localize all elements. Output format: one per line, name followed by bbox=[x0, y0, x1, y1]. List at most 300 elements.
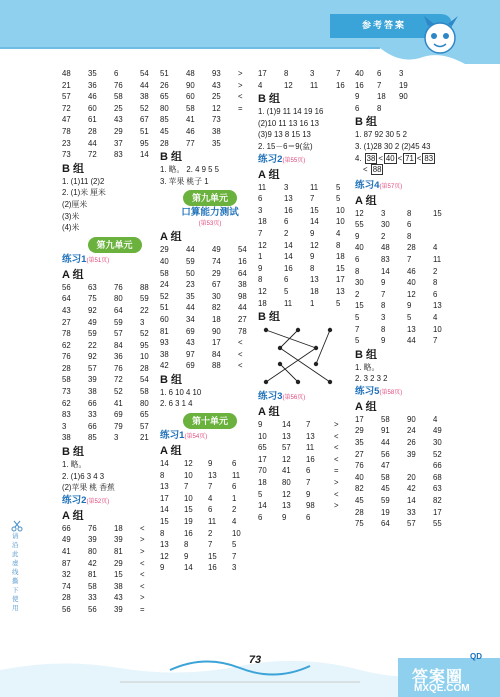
match-dot bbox=[296, 328, 300, 332]
answer-value: 14 bbox=[184, 563, 193, 573]
answer-value: 10 bbox=[258, 431, 267, 441]
answer-row bbox=[62, 386, 167, 398]
answer-value: < bbox=[140, 570, 145, 580]
answer-row bbox=[62, 523, 167, 535]
answer-value: 7 bbox=[184, 482, 189, 492]
answer-value: 11 bbox=[284, 298, 293, 308]
answer-value: 41 bbox=[114, 398, 123, 408]
answer-value: 6 bbox=[258, 512, 263, 522]
answer-value: 43 bbox=[212, 80, 221, 90]
answer-value: 32 bbox=[62, 570, 71, 580]
answer-row bbox=[160, 256, 260, 268]
group-heading: B 组 bbox=[355, 116, 377, 129]
answer-value: 44 bbox=[407, 336, 416, 346]
answer-value: 76 bbox=[62, 352, 71, 362]
answer-value: 2 bbox=[433, 266, 438, 276]
answer-value: 5 bbox=[336, 182, 341, 192]
answer-line: 3. 苹果 桃子 1 bbox=[160, 176, 209, 186]
answer-value: 16 bbox=[336, 80, 345, 90]
answer-row bbox=[258, 228, 362, 240]
answer-value: 9 bbox=[282, 512, 287, 522]
answer-value: 48 bbox=[62, 69, 71, 78]
answer-value: 1 bbox=[232, 493, 237, 503]
answer-value: 63 bbox=[88, 282, 97, 292]
group-heading: B 组 bbox=[160, 373, 182, 386]
answer-row bbox=[62, 581, 167, 593]
answer-value: 56 bbox=[381, 449, 390, 459]
answer-value: 28 bbox=[140, 363, 149, 373]
answer-value: 91 bbox=[381, 426, 390, 436]
unit-badge: 第九单元 bbox=[183, 190, 237, 206]
match-dot bbox=[278, 346, 282, 350]
answer-value: 27 bbox=[355, 449, 364, 459]
answer-value: 18 bbox=[310, 286, 319, 296]
answer-value: 2 bbox=[208, 528, 213, 538]
answer-value: 40 bbox=[355, 69, 364, 78]
answer-row bbox=[62, 534, 167, 546]
answer-row bbox=[62, 546, 167, 558]
page-reference: (第51页) bbox=[86, 257, 110, 264]
answer-row bbox=[160, 504, 260, 516]
answer-value: 8 bbox=[284, 69, 289, 78]
answer-value: 90 bbox=[407, 414, 416, 424]
answer-value: 1 bbox=[258, 252, 263, 262]
answer-value: 30 bbox=[433, 438, 442, 448]
answer-value: 78 bbox=[62, 329, 71, 339]
answer-row bbox=[258, 182, 362, 194]
exercise-heading bbox=[258, 153, 362, 167]
answer-value: 26 bbox=[407, 438, 416, 448]
answer-value: = bbox=[334, 466, 339, 476]
answer-value: 82 bbox=[355, 484, 364, 494]
answer-row bbox=[160, 126, 260, 138]
answer-value: 8 bbox=[258, 275, 263, 285]
answer-row bbox=[160, 458, 260, 470]
answer-value: 12 bbox=[407, 289, 416, 299]
answer-value: 39 bbox=[114, 604, 123, 614]
answer-value: 58 bbox=[381, 414, 390, 424]
answer-value: 13 bbox=[282, 431, 291, 441]
answer-value: 60 bbox=[160, 314, 169, 324]
answer-row bbox=[160, 528, 260, 540]
answer-value: 40 bbox=[160, 256, 169, 266]
answer-column-2 bbox=[160, 68, 260, 574]
answer-row bbox=[62, 68, 167, 80]
exercise-title: 练习3 bbox=[258, 391, 283, 403]
answer-value: 44 bbox=[88, 138, 97, 148]
answer-value: 93 bbox=[160, 338, 169, 348]
answer-value: 10 bbox=[336, 205, 345, 215]
answer-value: 7 bbox=[306, 478, 311, 488]
group-heading: A 组 bbox=[355, 400, 377, 413]
answer-value: 67 bbox=[212, 280, 221, 290]
page-reference: (第52页) bbox=[86, 498, 110, 505]
answer-value: 81 bbox=[88, 570, 97, 580]
match-line bbox=[266, 348, 316, 382]
answer-value: 9 bbox=[258, 420, 263, 430]
answer-value: 59 bbox=[88, 329, 97, 339]
answer-value: 66 bbox=[62, 523, 71, 533]
answer-value: 55 bbox=[355, 220, 364, 230]
answer-value: 23 bbox=[186, 280, 195, 290]
answer-value: 5 bbox=[355, 336, 360, 346]
answer-value: 80 bbox=[114, 294, 123, 304]
answer-value: 6 bbox=[208, 505, 213, 515]
answer-value: 3 bbox=[381, 312, 386, 322]
answer-line: (2)厘米 bbox=[62, 199, 88, 209]
answer-row bbox=[258, 205, 362, 217]
page-reference: (第53页) bbox=[198, 221, 222, 228]
answer-line: (3)米 bbox=[62, 211, 80, 221]
answer-value: 9 bbox=[407, 301, 412, 311]
answer-value: 57 bbox=[282, 443, 291, 453]
answer-value: 58 bbox=[140, 387, 149, 397]
answer-value: 9 bbox=[310, 252, 315, 262]
answer-value: 65 bbox=[160, 92, 169, 102]
answer-value: < bbox=[334, 431, 339, 441]
answer-value: 5 bbox=[232, 540, 237, 550]
answer-value: 12 bbox=[258, 240, 267, 250]
answer-value: 18 bbox=[258, 478, 267, 488]
answer-value: 81 bbox=[114, 547, 123, 556]
answer-value: < bbox=[140, 581, 145, 591]
answer-value: 3 bbox=[62, 421, 67, 431]
answer-value: = bbox=[238, 103, 243, 113]
answer-value: 6 bbox=[407, 220, 412, 230]
answer-value: 76 bbox=[114, 363, 123, 373]
answer-value: 24 bbox=[407, 426, 416, 436]
answer-value: 22 bbox=[88, 340, 97, 350]
answer-value: 27 bbox=[62, 317, 71, 327]
scissor-icon bbox=[11, 520, 23, 532]
group-heading: B 组 bbox=[258, 93, 280, 106]
answer-value: 6 bbox=[232, 459, 237, 469]
answer-value: 78 bbox=[62, 126, 71, 136]
answer-value: 62 bbox=[62, 340, 71, 350]
page-reference: (第58页) bbox=[379, 389, 403, 396]
answer-value: < bbox=[238, 361, 243, 371]
answer-value: 55 bbox=[433, 519, 442, 529]
answer-row bbox=[62, 569, 167, 581]
answer-value: 8 bbox=[160, 528, 165, 538]
answer-value: 95 bbox=[140, 138, 149, 148]
answer-value: 44 bbox=[381, 438, 390, 448]
group-heading: B 组 bbox=[62, 446, 84, 459]
answer-value: 7 bbox=[355, 324, 360, 334]
answer-value: 7 bbox=[433, 336, 438, 346]
answer-value: 11 bbox=[310, 80, 319, 90]
answer-value: 5 bbox=[407, 312, 412, 322]
answer-value: 85 bbox=[88, 433, 97, 443]
answer-value: 14 bbox=[284, 252, 293, 262]
answer-row bbox=[160, 103, 260, 115]
watermark-brand: 答案圈 bbox=[412, 669, 464, 686]
answer-row bbox=[62, 398, 167, 410]
answer-value: 41 bbox=[186, 115, 195, 125]
answer-value: 29 bbox=[114, 126, 123, 136]
answer-value: > bbox=[140, 547, 145, 556]
answer-line: (3)9 13 8 15 13 bbox=[258, 130, 311, 140]
answer-value: 10 bbox=[184, 493, 193, 503]
answer-value: 15 bbox=[114, 570, 123, 580]
unit-badge: 第十单元 bbox=[183, 413, 237, 429]
answer-value: 93 bbox=[212, 69, 221, 78]
answer-value: 18 bbox=[258, 217, 267, 227]
answer-value: 44 bbox=[140, 80, 149, 90]
answer-value: 9 bbox=[184, 551, 189, 561]
answer-value: 28 bbox=[160, 138, 169, 148]
answer-value: 56 bbox=[62, 282, 71, 292]
answer-line: 1. (1)9 11 14 19 16 bbox=[258, 107, 324, 117]
answer-value: 57 bbox=[114, 329, 123, 339]
answer-line: 1. 略。 bbox=[355, 362, 380, 372]
answer-value: 66 bbox=[88, 421, 97, 431]
answer-value: 3 bbox=[140, 317, 145, 327]
answer-value: 65 bbox=[258, 443, 267, 453]
answer-value: 40 bbox=[355, 472, 364, 482]
answer-value: 1 bbox=[310, 298, 315, 308]
answer-value: 8 bbox=[433, 278, 438, 288]
answer-row bbox=[62, 317, 167, 329]
page-reference: (第56页) bbox=[282, 395, 306, 402]
answer-row bbox=[355, 425, 475, 437]
answer-value: 82 bbox=[433, 496, 442, 506]
answer-value: 14 bbox=[284, 240, 293, 250]
answer-value: 13 bbox=[284, 194, 293, 204]
answer-value: > bbox=[334, 478, 339, 488]
answer-value: 15 bbox=[184, 505, 193, 515]
answer-value: 18 bbox=[212, 314, 221, 324]
answer-row bbox=[62, 149, 167, 161]
answer-row bbox=[62, 126, 167, 138]
exercise-heading bbox=[355, 179, 475, 193]
answer-value: 11 bbox=[232, 470, 241, 480]
answer-value: 54 bbox=[140, 69, 149, 78]
answer-value: 80 bbox=[160, 103, 169, 113]
answer-line: 1. 略。 2. 4 9 5 5 bbox=[160, 165, 219, 175]
answer-value: 5 bbox=[284, 286, 289, 296]
answer-row bbox=[355, 312, 475, 324]
answer-line: 1. 略。 bbox=[62, 460, 87, 470]
answer-row bbox=[160, 114, 260, 126]
answer-value: 37 bbox=[114, 138, 123, 148]
answer-value: 83 bbox=[114, 150, 123, 160]
group-heading: A 组 bbox=[62, 509, 84, 522]
exercise-title: 练习2 bbox=[258, 153, 283, 165]
answer-value: 6 bbox=[355, 103, 360, 113]
answer-line: 2. (1)米 厘米 bbox=[62, 188, 106, 198]
answer-value: 43 bbox=[62, 305, 71, 315]
answer-value: 16 bbox=[208, 563, 217, 573]
answer-value: 20 bbox=[407, 472, 416, 482]
answer-value: 49 bbox=[88, 317, 97, 327]
answer-row bbox=[258, 489, 362, 501]
answer-value: 2 bbox=[284, 228, 289, 238]
answer-value: 14 bbox=[258, 501, 267, 511]
answer-value: 51 bbox=[140, 126, 149, 136]
answer-value: 76 bbox=[114, 282, 123, 292]
exercise-title: 练习4 bbox=[355, 179, 380, 191]
answer-value: < bbox=[334, 443, 339, 453]
answer-value: 9 bbox=[306, 489, 311, 499]
unit-badge: 第九单元 bbox=[88, 237, 142, 253]
answer-row bbox=[160, 551, 260, 563]
group-heading: B 组 bbox=[258, 311, 280, 324]
answer-row bbox=[160, 481, 260, 493]
group-heading: A 组 bbox=[160, 231, 182, 244]
answer-value: > bbox=[334, 501, 339, 511]
matching-answer bbox=[258, 324, 362, 390]
answer-value: < bbox=[238, 338, 243, 348]
answer-row bbox=[160, 138, 260, 150]
exercise-title: 练习1 bbox=[62, 253, 87, 265]
answer-value: 26 bbox=[160, 80, 169, 90]
answer-value: 52 bbox=[140, 329, 149, 339]
header-banner bbox=[0, 0, 500, 64]
answer-line: 1. 87 92 30 5 2 bbox=[355, 130, 408, 140]
answer-value: < bbox=[238, 349, 243, 359]
answer-line: 2. (1)6 3 4 3 bbox=[62, 471, 105, 481]
answer-row bbox=[355, 103, 475, 115]
match-dot bbox=[328, 380, 332, 384]
answer-value: 42 bbox=[88, 558, 97, 568]
page-number: 73 bbox=[248, 654, 262, 666]
answer-value: 84 bbox=[114, 340, 123, 350]
answer-value: 75 bbox=[355, 519, 364, 529]
answer-value: 10 bbox=[232, 528, 241, 538]
answer-row bbox=[355, 460, 475, 472]
answer-value: 30 bbox=[212, 291, 221, 301]
answer-row bbox=[160, 360, 260, 372]
answer-value: 11 bbox=[258, 182, 267, 192]
answer-value: 38 bbox=[160, 349, 169, 359]
answer-value: 58 bbox=[88, 581, 97, 591]
answer-value: 57 bbox=[88, 363, 97, 373]
answer-value: 28 bbox=[62, 593, 71, 603]
answer-row bbox=[160, 268, 260, 280]
answer-value: 17 bbox=[160, 493, 169, 503]
answer-row bbox=[62, 80, 167, 92]
answer-value: 7 bbox=[306, 420, 311, 430]
answer-value: 65 bbox=[140, 410, 149, 420]
answer-value: 4 bbox=[208, 493, 213, 503]
answer-value: 45 bbox=[355, 496, 364, 506]
answer-row bbox=[62, 293, 167, 305]
answer-value: 58 bbox=[381, 472, 390, 482]
answer-value: 7 bbox=[381, 289, 386, 299]
answer-value: 16 bbox=[184, 528, 193, 538]
answer-value: 52 bbox=[114, 387, 123, 397]
answer-value: 7 bbox=[407, 254, 412, 264]
answer-value: 76 bbox=[114, 80, 123, 90]
answer-row bbox=[258, 80, 362, 92]
answer-value: 28 bbox=[62, 363, 71, 373]
answer-value: 29 bbox=[160, 245, 169, 255]
answer-row bbox=[62, 103, 167, 115]
answer-value: 4 bbox=[336, 228, 341, 238]
answer-value: 61 bbox=[88, 115, 97, 125]
answer-value: 92 bbox=[88, 352, 97, 362]
answer-row bbox=[62, 363, 167, 375]
answer-value: 21 bbox=[62, 80, 71, 90]
answer-value: 88 bbox=[212, 361, 221, 371]
answer-value: 54 bbox=[238, 245, 247, 255]
answer-value: 12 bbox=[160, 551, 169, 561]
answer-row bbox=[62, 351, 167, 363]
group-heading: A 组 bbox=[355, 194, 377, 207]
answer-value: 38 bbox=[62, 433, 71, 443]
answer-value: 66 bbox=[433, 461, 442, 471]
answer-value: 64 bbox=[62, 294, 71, 304]
exercise-heading bbox=[355, 385, 475, 399]
answer-value: 17 bbox=[212, 338, 221, 348]
answer-row bbox=[355, 414, 475, 426]
answer-value: 2 bbox=[232, 505, 237, 515]
group-heading: B 组 bbox=[160, 151, 182, 164]
answer-row bbox=[160, 244, 260, 256]
answer-value: 16 bbox=[355, 80, 364, 90]
answer-value: 6 bbox=[433, 289, 438, 299]
answer-value: 12 bbox=[212, 103, 221, 113]
answer-value: < bbox=[140, 558, 145, 568]
answer-value: 85 bbox=[160, 115, 169, 125]
answer-value: 46 bbox=[407, 266, 416, 276]
answer-value: 3 bbox=[232, 563, 237, 573]
answer-value: 9 bbox=[381, 278, 386, 288]
answer-value: 7 bbox=[336, 69, 341, 78]
answer-row bbox=[258, 500, 362, 512]
answer-value: 64 bbox=[114, 305, 123, 315]
answer-value: 13 bbox=[208, 470, 217, 480]
answer-value: 69 bbox=[114, 410, 123, 420]
answer-row bbox=[355, 472, 475, 484]
answer-value: 19 bbox=[399, 80, 408, 90]
answer-row bbox=[258, 298, 362, 310]
answer-value: 38 bbox=[114, 581, 123, 591]
answer-value: 76 bbox=[355, 461, 364, 471]
answer-value: 77 bbox=[186, 138, 195, 148]
answer-value: 10 bbox=[336, 217, 345, 227]
answer-row bbox=[258, 68, 362, 80]
answer-value: 14 bbox=[160, 459, 169, 469]
answer-value: 83 bbox=[62, 410, 71, 420]
answer-value: 3 bbox=[114, 433, 119, 443]
answer-value: 12 bbox=[310, 240, 319, 250]
answer-value: 27 bbox=[238, 314, 247, 324]
answer-value: 7 bbox=[377, 80, 382, 90]
answer-value: = bbox=[140, 604, 145, 614]
number-box: 88 bbox=[372, 165, 382, 175]
answer-value: 11 bbox=[310, 182, 319, 192]
answer-row bbox=[355, 68, 475, 80]
answer-line: 2. 3 2 3 2 bbox=[355, 374, 388, 384]
answer-value: 40 bbox=[355, 243, 364, 253]
tear-off-note: 请沿此虚线撕下使用 bbox=[12, 533, 19, 612]
match-dot bbox=[296, 380, 300, 384]
answer-value: 6 bbox=[306, 466, 311, 476]
answer-value: 60 bbox=[88, 103, 97, 113]
answer-row bbox=[62, 409, 167, 421]
answer-value: 29 bbox=[114, 558, 123, 568]
answer-row bbox=[160, 279, 260, 291]
answer-row bbox=[62, 282, 167, 294]
answer-row bbox=[62, 592, 167, 604]
answer-value: 10 bbox=[140, 352, 149, 362]
answer-value: 68 bbox=[433, 472, 442, 482]
answer-row bbox=[62, 604, 167, 616]
answer-value: 4 bbox=[433, 312, 438, 322]
answer-value: 58 bbox=[114, 92, 123, 102]
